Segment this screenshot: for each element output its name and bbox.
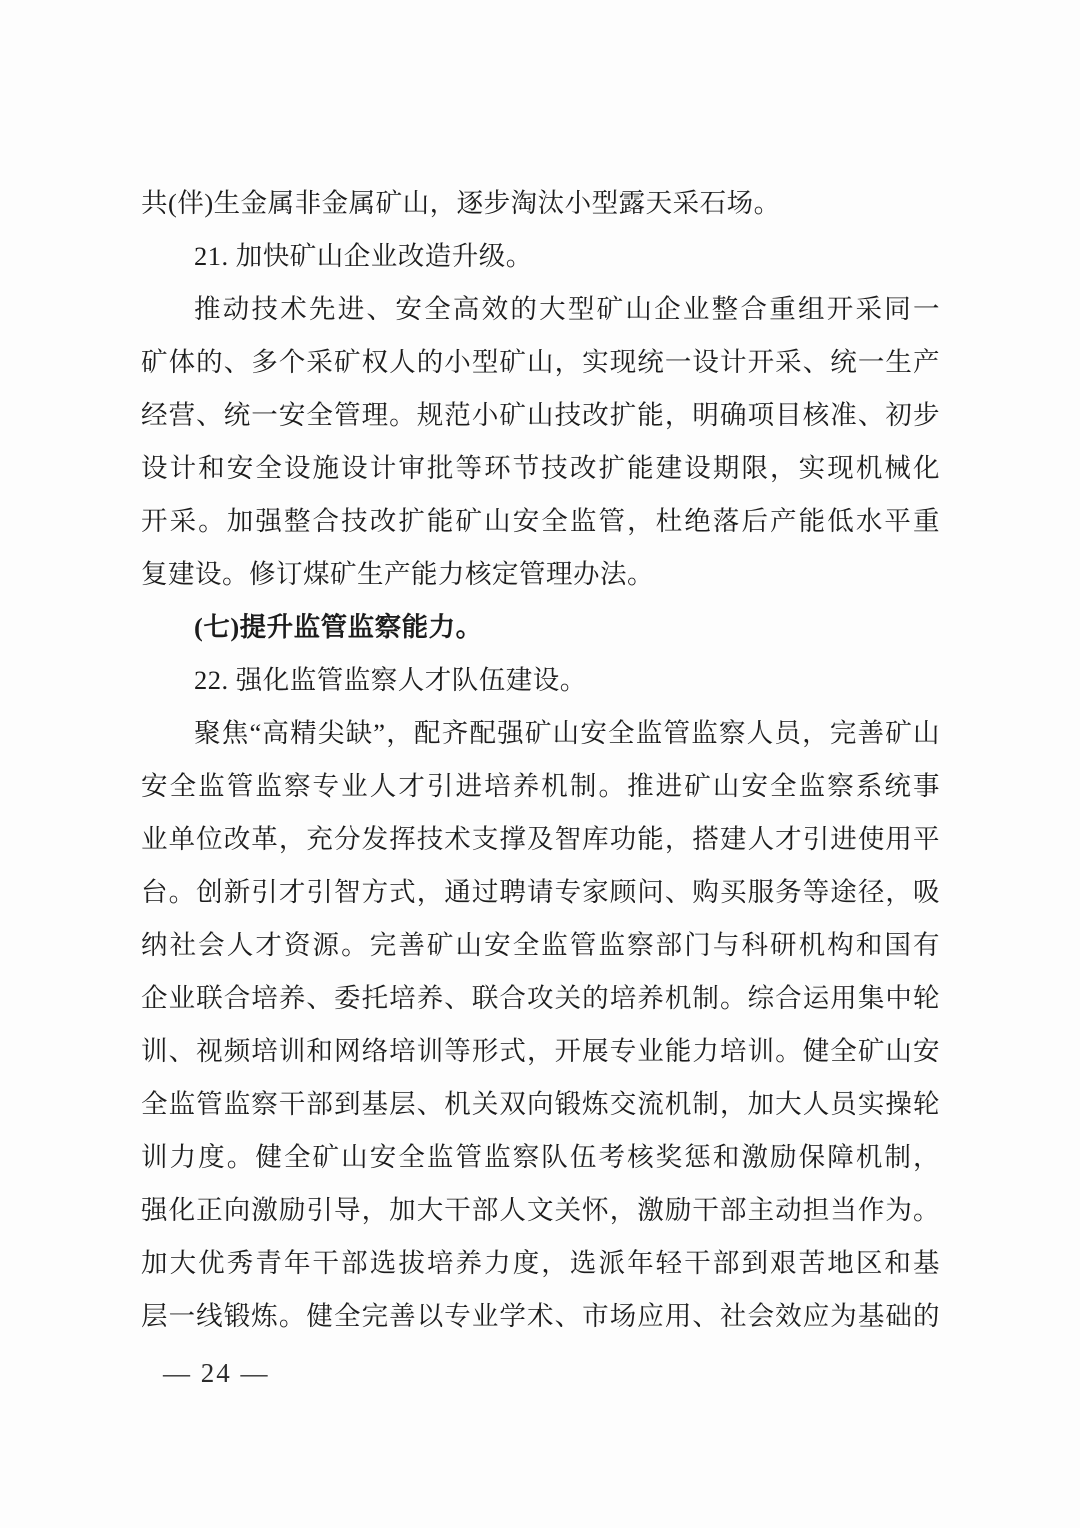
text-line: 安全监管监察专业人才引进培养机制。推进矿山安全监察系统事: [141, 771, 940, 801]
text-line: 复建设。修订煤矿生产能力核定管理办法。: [141, 559, 654, 589]
text-block: [141, 177, 940, 1343]
text-line: 聚焦“高精尖缺”，配齐配强矿山安全监管监察人员，完善矿山: [194, 718, 940, 748]
text-line: 企业联合培养、委托培养、联合攻关的培养机制。综合运用集中轮: [141, 983, 940, 1013]
text-line: 纳社会人才资源。完善矿山安全监管监察部门与科研机构和国有: [141, 930, 940, 960]
text-line: 强化正向激励引导，加大干部人文关怀，激励干部主动担当作为。: [141, 1195, 940, 1225]
section-heading-7: (七)提升监管监察能力。: [194, 612, 483, 642]
text-line: 层一线锻炼。健全完善以专业学术、市场应用、社会效应为基础的: [141, 1301, 940, 1331]
text-line-item-21-heading: 21. 加快矿山企业改造升级。: [194, 241, 533, 271]
page-footer: [163, 1349, 270, 1397]
text-line: 推动技术先进、安全高效的大型矿山企业整合重组开采同一: [194, 294, 940, 324]
text-line: 共(伴)生金属非金属矿山，逐步淘汰小型露天采石场。: [141, 188, 781, 218]
page-number: — 24 —: [163, 1358, 270, 1388]
text-line: 训、视频培训和网络培训等形式，开展专业能力培训。健全矿山安: [141, 1036, 940, 1066]
text-line-item-22-heading: 22. 强化监管监察人才队伍建设。: [194, 665, 587, 695]
text-line: 开采。加强整合技改扩能矿山安全监管，杜绝落后产能低水平重: [141, 506, 940, 536]
text-line: 经营、统一安全管理。规范小矿山技改扩能，明确项目核准、初步: [141, 400, 940, 430]
text-line: 全监管监察干部到基层、机关双向锻炼交流机制，加大人员实操轮: [141, 1089, 940, 1119]
text-line: 训力度。健全矿山安全监管监察队伍考核奖惩和激励保障机制，: [141, 1142, 940, 1172]
text-line: 设计和安全设施设计审批等环节技改扩能建设期限，实现机械化: [141, 453, 940, 483]
text-line: 业单位改革，充分发挥技术支撑及智库功能，搭建人才引进使用平: [141, 824, 940, 854]
text-line: 矿体的、多个采矿权人的小型矿山，实现统一设计开采、统一生产: [141, 347, 940, 377]
text-line: 加大优秀青年干部选拔培养力度，选派年轻干部到艰苦地区和基: [141, 1248, 940, 1278]
text-line: 台。创新引才引智方式，通过聘请专家顾问、购买服务等途径，吸: [141, 877, 940, 907]
